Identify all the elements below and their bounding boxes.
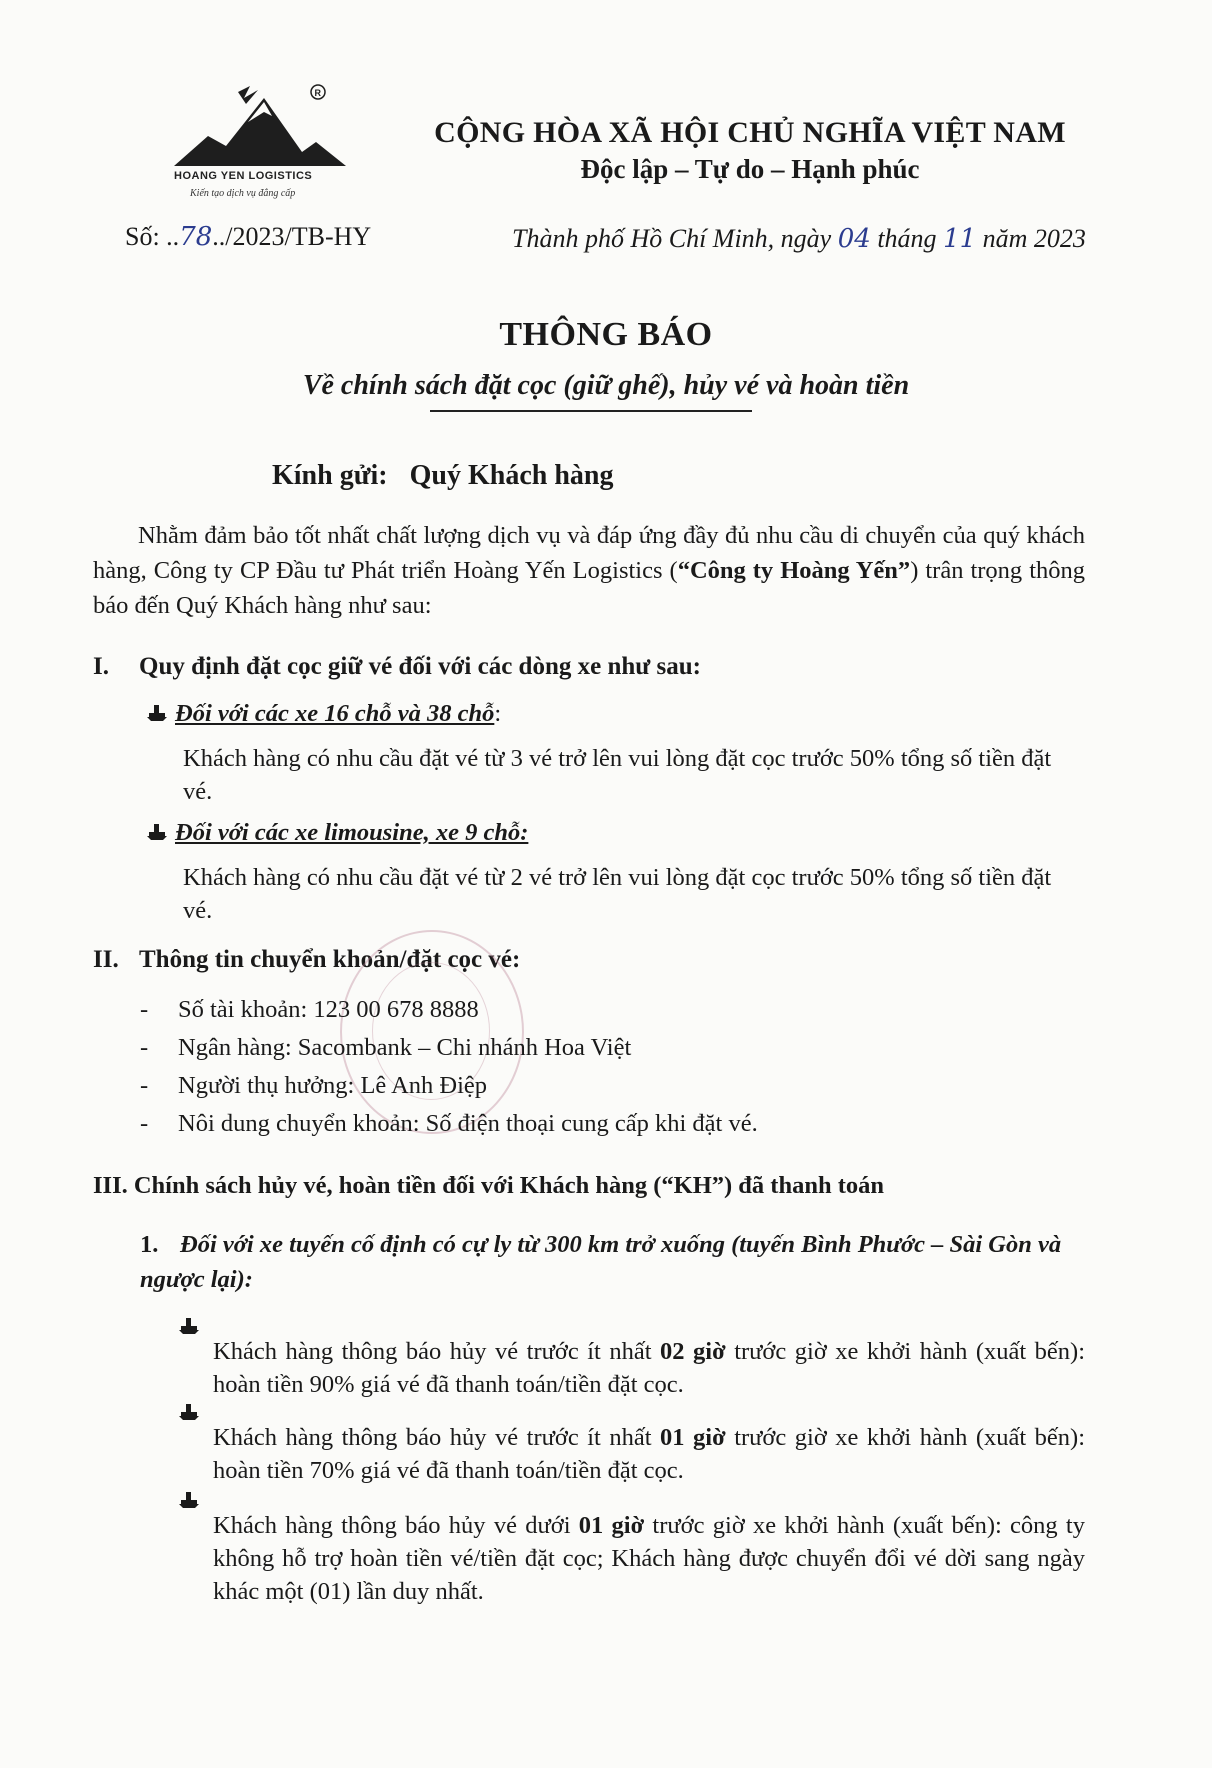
section-3-sub-1-heading: 1. Đối với xe tuyến cố định có cự ly từ 300 km trở xuống (tuyến Bình Phước – Sài Gòn và ngược lại): [140,1231,1062,1293]
greeting-label: Kính gửi: [272,460,388,491]
svg-text:R: R [314,88,321,98]
subtitle-underline [430,410,752,412]
greeting-recipient: Quý Khách hàng [409,460,614,491]
intro-paragraph: Nhằm đảm bảo tốt nhất chất lượng dịch vụ và đáp ứng đầy đủ nhu cầu di chuyển của quý khách hàng, Công ty CP Đầu tư Phát triển Hoàng Yến Logistics (“Công ty Hoàng Yến”) trân trọng thông báo đến Quý Khách hàng như sau: [93,522,1085,619]
section-3-heading: III. Chính sách hủy vé, hoàn tiền đối với Khách hàng (“KH”) đã thanh toán [93,1172,884,1199]
transfer-content: - Nôi dung chuyển khoản: Số điện thoại cung cấp khi đặt vé. [140,1110,758,1137]
company-short-name: “Công ty Hoàng Yến” [677,557,911,584]
bullet-arrow-icon [145,822,167,842]
refund-rule-2: Khách hàng thông báo hủy vé trước ít nhất 01 giờ trước giờ xe khởi hành (xuất bến): hoàn tiền 70% giá vé đã thanh toán/tiền đặt cọc. [177,1396,1085,1487]
month-handwritten: 11 [943,224,977,254]
document-subtitle: Về chính sách đặt cọc (giữ ghế), hủy vé và hoàn tiền [302,370,910,401]
bullet-arrow-icon [177,1490,199,1510]
national-title: CỘNG HÒA XÃ HỘI CHỦ NGHĨA VIỆT NAM [434,116,1066,149]
company-logo-name: HOANG YEN LOGISTICS [174,170,313,182]
beneficiary: - Người thụ hưởng: Lê Anh Điệp [140,1072,488,1099]
place-and-date: Thành phố Hồ Chí Minh, ngày 04 tháng 11 năm 2023 [512,224,1086,254]
day-handwritten: 04 [837,224,871,254]
section-1-item-2 [145,816,528,849]
section-1-item-1: Đối với các xe 16 chỗ và 38 chỗ: [145,697,501,730]
mountain-logo-icon [168,82,368,172]
document-title: THÔNG BÁO [499,316,713,353]
bullet-arrow-icon [145,703,167,723]
account-number: - Số tài khoản: 123 00 678 8888 [140,996,479,1023]
greeting [272,460,613,492]
document-number-handwritten: 78 [179,222,213,252]
company-logo [168,82,368,212]
company-stamp [340,930,524,1134]
section-1-item-1-heading: Đối với các xe 16 chỗ và 38 chỗ [175,700,495,727]
section-2-heading: II. Thông tin chuyển khoản/đặt cọc vé: [93,946,521,973]
bank-name: - Ngân hàng: Sacombank – Chi nhánh Hoa Việt [140,1034,632,1061]
section-1-item-1-text: Khách hàng có nhu cầu đặt vé từ 3 vé trở lên vui lòng đặt cọc trước 50% tổng số tiền đặt vé. [183,745,1052,805]
national-motto: Độc lập – Tự do – Hạnh phúc [580,154,920,184]
refund-rule-1: Khách hàng thông báo hủy vé trước ít nhất 02 giờ trước giờ xe khởi hành (xuất bến): hoàn tiền 90% giá vé đã thanh toán/tiền đặt cọc. [177,1310,1085,1401]
company-slogan: Kiến tạo dịch vụ đẳng cấp [190,188,296,199]
bullet-arrow-icon [177,1316,199,1336]
document-number: Số: ..78../2023/TB-HY [125,222,372,252]
refund-rule-3: Khách hàng thông báo hủy vé dưới 01 giờ trước giờ xe khởi hành (xuất bến): công ty không hỗ trợ hoàn tiền vé/tiền đặt cọc; Khách hàng được chuyển đổi vé dời sang ngày khác một (01) lần duy nhất. [177,1484,1085,1608]
section-1-item-2-text: Khách hàng có nhu cầu đặt vé từ 2 vé trở lên vui lòng đặt cọc trước 50% tổng số tiền đặt vé. [183,864,1052,924]
bullet-arrow-icon [177,1402,199,1422]
section-1-heading: I. Quy định đặt cọc giữ vé đối với các dòng xe như sau: [93,653,701,680]
section-1-item-2-heading: Đối với các xe limousine, xe 9 chỗ: [175,819,529,846]
